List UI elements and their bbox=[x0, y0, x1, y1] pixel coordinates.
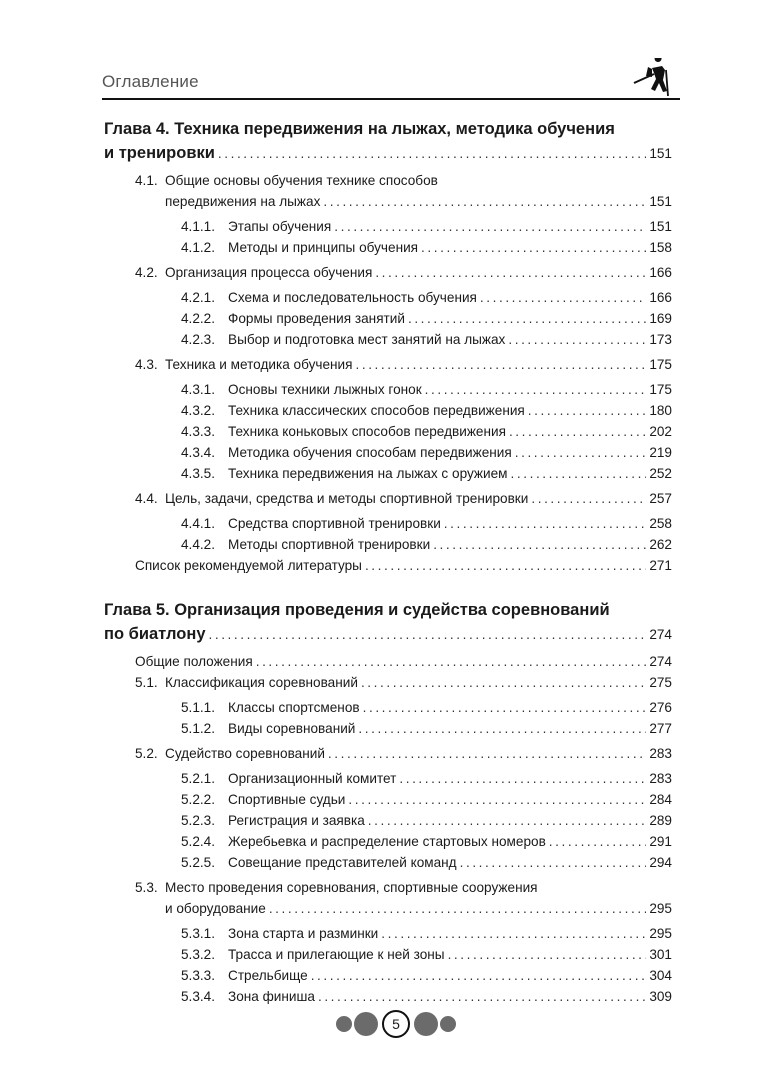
page-number: 169 bbox=[649, 311, 672, 326]
toc-entry-4-4-2[interactable] bbox=[104, 534, 672, 555]
subsection-number: 5.3.1. bbox=[181, 926, 216, 941]
subsection-title: Виды соревнований bbox=[228, 721, 356, 736]
section-title: Классификация соревнований bbox=[165, 675, 358, 690]
toc-entry-5-2-2[interactable] bbox=[104, 789, 672, 810]
section-number: 4.4. bbox=[135, 491, 158, 506]
section-title: Организация процесса обучения bbox=[165, 265, 373, 280]
chapter-4-heading[interactable] bbox=[104, 117, 672, 166]
toc-entry-general[interactable] bbox=[104, 651, 672, 672]
general-title: Общие положения bbox=[135, 654, 253, 669]
subsection-title: Выбор и подготовка мест занятий на лыжах bbox=[228, 332, 506, 347]
leader-dots bbox=[365, 555, 646, 576]
subsection-title: Спортивные судьи bbox=[228, 792, 346, 807]
subsection-title: Совещание представителей команд bbox=[228, 855, 457, 870]
leader-dots bbox=[511, 463, 646, 484]
subsection-number: 4.1.2. bbox=[181, 240, 216, 255]
leader-dots bbox=[209, 623, 647, 647]
subsection-number: 4.3.4. bbox=[181, 445, 216, 460]
chapter-title-line2: и тренировки bbox=[104, 144, 215, 162]
subsection-number: 4.4.1. bbox=[181, 516, 216, 531]
section-title-line2: передвижения на лыжах bbox=[165, 194, 321, 209]
toc-entry-5-1-1[interactable] bbox=[104, 697, 672, 718]
toc-entry-4-3[interactable] bbox=[104, 354, 672, 375]
toc-entry-5-2-3[interactable] bbox=[104, 810, 672, 831]
subsection-number: 4.3.1. bbox=[181, 382, 216, 397]
leader-dots bbox=[381, 923, 646, 944]
leader-dots bbox=[433, 534, 646, 555]
subsection-number: 4.2.1. bbox=[181, 290, 216, 305]
subsection-title: Жеребьевка и распределение стартовых номеров bbox=[228, 834, 546, 849]
subsection-title: Методы спортивной тренировки bbox=[228, 537, 431, 552]
toc-entry-4-1-2[interactable] bbox=[104, 237, 672, 258]
leader-dots bbox=[368, 810, 646, 831]
toc-entry-5-3-3[interactable] bbox=[104, 965, 672, 986]
page-number: 166 bbox=[649, 265, 672, 280]
leader-dots bbox=[334, 216, 646, 237]
section-title: Цель, задачи, средства и методы спортивной тренировки bbox=[165, 491, 529, 506]
toc-entry-5-2-1[interactable] bbox=[104, 768, 672, 789]
chapter-title-line2: по биатлону bbox=[104, 625, 206, 643]
references-title: Список рекомендуемой литературы bbox=[135, 558, 362, 573]
subsection-number: 5.2.3. bbox=[181, 813, 216, 828]
page-number: 173 bbox=[649, 332, 672, 347]
page-number: 294 bbox=[649, 855, 672, 870]
subsection-number: 4.4.2. bbox=[181, 537, 216, 552]
subsection-title: Техника передвижения на лыжах с оружием bbox=[228, 466, 508, 481]
page-number: 309 bbox=[649, 989, 672, 1004]
header-rule bbox=[102, 98, 680, 100]
subsection-title: Средства спортивной тренировки bbox=[228, 516, 441, 531]
section-number: 5.3. bbox=[135, 880, 158, 895]
page-number: 158 bbox=[649, 240, 672, 255]
leader-dots bbox=[318, 986, 646, 1007]
section-number: 4.1. bbox=[135, 173, 158, 188]
page-number-badge: 5 bbox=[382, 1010, 410, 1038]
toc-entry-4-2-1[interactable] bbox=[104, 287, 672, 308]
subsection-number: 5.1.1. bbox=[181, 700, 216, 715]
subsection-number: 5.3.4. bbox=[181, 989, 216, 1004]
page-number: 276 bbox=[649, 700, 672, 715]
page-number: 277 bbox=[649, 721, 672, 736]
subsection-number: 4.1.1. bbox=[181, 219, 216, 234]
section-title: Судейство соревнований bbox=[165, 746, 325, 761]
toc-entry-4-2-2[interactable] bbox=[104, 308, 672, 329]
section-number: 5.2. bbox=[135, 746, 158, 761]
page-number: 289 bbox=[649, 813, 672, 828]
toc-entry-4-2-3[interactable] bbox=[104, 329, 672, 350]
toc-entry-references[interactable] bbox=[104, 555, 672, 576]
toc-entry-4-3-3[interactable] bbox=[104, 421, 672, 442]
subsection-title: Зона старта и разминки bbox=[228, 926, 379, 941]
page-number: 271 bbox=[649, 558, 672, 573]
toc-entry-5-1-2[interactable] bbox=[104, 718, 672, 739]
chapter-title-line1: Глава 5. Организация проведения и судейства соревнований bbox=[104, 601, 610, 619]
leader-dots bbox=[425, 379, 646, 400]
subsection-number: 4.3.2. bbox=[181, 403, 216, 418]
subsection-title: Этапы обучения bbox=[228, 219, 332, 234]
subsection-title: Схема и последовательность обучения bbox=[228, 290, 477, 305]
leader-dots bbox=[348, 789, 646, 810]
toc-entry-4-1-1[interactable] bbox=[104, 216, 672, 237]
leader-dots bbox=[218, 142, 646, 166]
page-number: 275 bbox=[649, 675, 672, 690]
leader-dots bbox=[311, 965, 646, 986]
page-number: 219 bbox=[649, 445, 672, 460]
page-number: 151 bbox=[649, 146, 672, 161]
subsection-title: Методика обучения способам передвижения bbox=[228, 445, 512, 460]
subsection-title: Методы и принципы обучения bbox=[228, 240, 419, 255]
subsection-title: Техника коньковых способов передвижения bbox=[228, 424, 506, 439]
toc-entry-5-3-4[interactable] bbox=[104, 986, 672, 1007]
leader-dots bbox=[528, 400, 646, 421]
subsection-number: 4.3.3. bbox=[181, 424, 216, 439]
page-footer bbox=[336, 1010, 456, 1038]
section-title: Техника и методика обучения bbox=[165, 357, 353, 372]
leader-dots bbox=[408, 308, 646, 329]
page-number: 252 bbox=[649, 466, 672, 481]
leader-dots bbox=[549, 831, 646, 852]
subsection-number: 5.3.3. bbox=[181, 968, 216, 983]
running-header-title: Оглавление bbox=[102, 72, 199, 91]
leader-dots bbox=[256, 651, 646, 672]
decorative-dot bbox=[414, 1012, 438, 1036]
skier-icon bbox=[632, 58, 678, 100]
leader-dots bbox=[356, 354, 647, 375]
subsection-number: 5.2.2. bbox=[181, 792, 216, 807]
toc-entry-4-3-5[interactable] bbox=[104, 463, 672, 484]
leader-dots bbox=[480, 287, 646, 308]
page-header bbox=[102, 66, 680, 100]
decorative-dot bbox=[336, 1016, 352, 1032]
page-number: 274 bbox=[649, 627, 672, 642]
page-number: 291 bbox=[649, 834, 672, 849]
leader-dots bbox=[358, 718, 646, 739]
section-title-line1: Общие основы обучения технике способов bbox=[165, 173, 438, 188]
table-of-contents bbox=[104, 117, 672, 1007]
page-number: 262 bbox=[649, 537, 672, 552]
page-number: 175 bbox=[649, 382, 672, 397]
leader-dots bbox=[323, 191, 646, 212]
toc-entry-5-2-5[interactable] bbox=[104, 852, 672, 873]
chapter-5-heading[interactable] bbox=[104, 598, 672, 647]
page-number: 151 bbox=[649, 219, 672, 234]
subsection-title: Техника классических способов передвижения bbox=[228, 403, 525, 418]
toc-entry-4-3-2[interactable] bbox=[104, 400, 672, 421]
toc-entry-4-3-4[interactable] bbox=[104, 442, 672, 463]
subsection-number: 4.3.5. bbox=[181, 466, 216, 481]
subsection-title: Классы спортсменов bbox=[228, 700, 360, 715]
toc-entry-5-3-1[interactable] bbox=[104, 923, 672, 944]
page-number: 284 bbox=[649, 792, 672, 807]
leader-dots bbox=[460, 852, 646, 873]
section-title-line2: и оборудование bbox=[165, 901, 266, 916]
subsection-title: Зона финиша bbox=[228, 989, 315, 1004]
subsection-number: 4.2.3. bbox=[181, 332, 216, 347]
subsection-title: Регистрация и заявка bbox=[228, 813, 365, 828]
leader-dots bbox=[448, 944, 646, 965]
leader-dots bbox=[515, 442, 646, 463]
subsection-number: 5.3.2. bbox=[181, 947, 216, 962]
page-number: 257 bbox=[649, 491, 672, 506]
subsection-title: Трасса и прилегающие к ней зоны bbox=[228, 947, 445, 962]
leader-dots bbox=[508, 329, 646, 350]
leader-dots bbox=[509, 421, 646, 442]
leader-dots bbox=[531, 488, 646, 509]
page-number: 274 bbox=[649, 654, 672, 669]
toc-entry-5-3[interactable] bbox=[104, 877, 672, 919]
toc-entry-4-4-1[interactable] bbox=[104, 513, 672, 534]
page-number: 283 bbox=[649, 771, 672, 786]
decorative-dot bbox=[354, 1012, 378, 1036]
page-number: 301 bbox=[649, 947, 672, 962]
leader-dots bbox=[444, 513, 646, 534]
decorative-dot bbox=[440, 1016, 456, 1032]
toc-entry-5-2[interactable] bbox=[104, 743, 672, 764]
subsection-title: Организационный комитет bbox=[228, 771, 397, 786]
toc-entry-4-2[interactable] bbox=[104, 262, 672, 283]
page-number: 295 bbox=[649, 901, 672, 916]
toc-entry-5-1[interactable] bbox=[104, 672, 672, 693]
toc-entry-4-4[interactable] bbox=[104, 488, 672, 509]
leader-dots bbox=[375, 262, 646, 283]
subsection-number: 5.2.4. bbox=[181, 834, 216, 849]
leader-dots bbox=[399, 768, 646, 789]
chapter-title-line1: Глава 4. Техника передвижения на лыжах, методика обучения bbox=[104, 120, 615, 138]
page-number: 283 bbox=[649, 746, 672, 761]
section-title-line1: Место проведения соревнования, спортивные сооружения bbox=[165, 880, 538, 895]
page-number: 295 bbox=[649, 926, 672, 941]
section-number: 5.1. bbox=[135, 675, 158, 690]
page-number: 304 bbox=[649, 968, 672, 983]
leader-dots bbox=[421, 237, 646, 258]
section-number: 4.3. bbox=[135, 357, 158, 372]
page-number: 180 bbox=[649, 403, 672, 418]
page-number: 151 bbox=[649, 194, 672, 209]
section-number: 4.2. bbox=[135, 265, 158, 280]
leader-dots bbox=[328, 743, 646, 764]
subsection-number: 5.1.2. bbox=[181, 721, 216, 736]
subsection-title: Основы техники лыжных гонок bbox=[228, 382, 422, 397]
page-number: 258 bbox=[649, 516, 672, 531]
subsection-number: 5.2.5. bbox=[181, 855, 216, 870]
leader-dots bbox=[361, 672, 646, 693]
page-number: 202 bbox=[649, 424, 672, 439]
subsection-title: Стрельбище bbox=[228, 968, 308, 983]
subsection-title: Формы проведения занятий bbox=[228, 311, 405, 326]
leader-dots bbox=[363, 697, 646, 718]
toc-entry-4-3-1[interactable] bbox=[104, 379, 672, 400]
leader-dots bbox=[269, 898, 646, 919]
page-number: 175 bbox=[649, 357, 672, 372]
page-number: 166 bbox=[649, 290, 672, 305]
subsection-number: 4.2.2. bbox=[181, 311, 216, 326]
toc-entry-5-3-2[interactable] bbox=[104, 944, 672, 965]
toc-entry-5-2-4[interactable] bbox=[104, 831, 672, 852]
toc-entry-4-1[interactable] bbox=[104, 170, 672, 212]
subsection-number: 5.2.1. bbox=[181, 771, 216, 786]
